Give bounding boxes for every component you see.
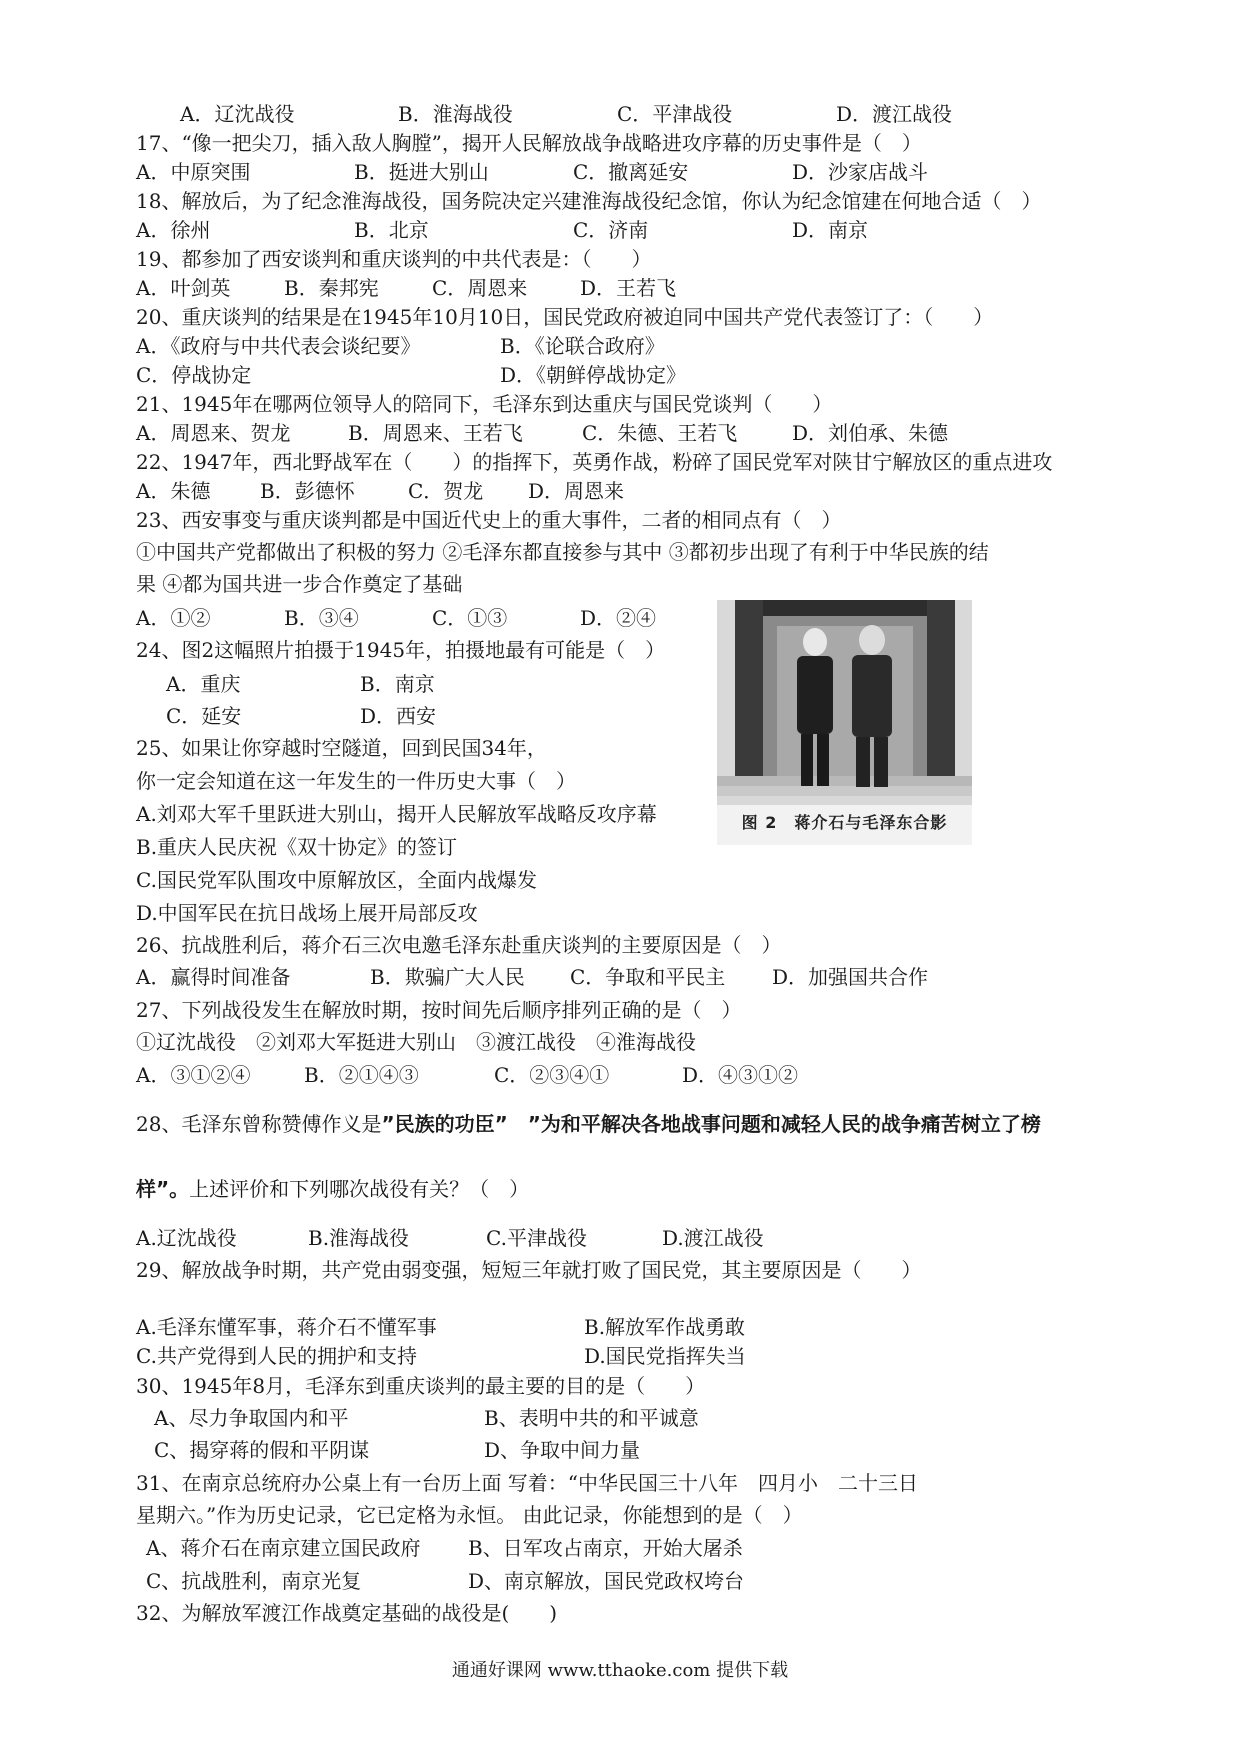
q19-option-d: D．王若飞	[580, 276, 677, 300]
photo-illustration	[717, 600, 972, 845]
q28-stem-quote: ”民族的功臣” ”为和平解决各地战事问题和减轻人民的战争痛苦树立了榜	[381, 1112, 1041, 1136]
q16-option-a: A．辽沈战役	[180, 102, 295, 126]
q28-option-c: C.平津战役	[486, 1226, 587, 1250]
figure-2-caption: 图 2 蒋介石与毛泽东合影	[741, 813, 948, 832]
q28-stem	[136, 1110, 1041, 1138]
q25-stem-cont: 你一定会知道在这一年发生的一件历史大事（ ）	[136, 769, 576, 793]
q31-option-b: B、日军攻占南京，开始大屠杀	[468, 1536, 743, 1560]
q23-option-d: D．②④	[580, 606, 657, 630]
q30-option-a: A、尽力争取国内和平	[154, 1406, 349, 1430]
q31-stem: 31、在南京总统府办公桌上有一台历上面 写着：“中华民国三十八年 四月小 二十三日	[136, 1471, 919, 1495]
q20-option-a: A．《政府与中共代表会谈纪要》	[136, 334, 421, 358]
q31-option-c: C、抗战胜利，南京光复	[146, 1569, 362, 1593]
q20-option-b: B．《论联合政府》	[500, 334, 665, 358]
q18-option-c: C．济南	[573, 218, 649, 242]
q23-option-b: B．③④	[284, 606, 359, 630]
q27-option-a: A．③①②④	[136, 1063, 251, 1087]
q17-stem: 17、“像一把尖刀，插入敌人胸膛”，揭开人民解放战争战略进攻序幕的历史事件是（ ）	[136, 131, 922, 155]
q23-option-a: A．①②	[136, 606, 211, 630]
q25-option-d: D.中国军民在抗日战场上展开局部反攻	[136, 901, 478, 925]
q20-option-d: D．《朝鲜停战协定》	[500, 363, 687, 387]
q30-stem: 30、1945年8月，毛泽东到重庆谈判的最主要的目的是（ ）	[136, 1374, 706, 1398]
q21-option-c: C．朱德、王若飞	[582, 421, 738, 445]
q28-stem-cont	[136, 1175, 529, 1203]
q31-stem-cont: 星期六。”作为历史记录，它已定格为永恒。 由此记录，你能想到的是（ ）	[136, 1503, 803, 1527]
q22-option-a: A．朱德	[136, 479, 211, 503]
q17-option-d: D．沙家店战斗	[792, 160, 929, 184]
q22-option-d: D．周恩来	[528, 479, 625, 503]
q26-option-d: D．加强国共合作	[772, 965, 929, 989]
q26-stem: 26、抗战胜利后，蒋介石三次电邀毛泽东赴重庆谈判的主要原因是（ ）	[136, 933, 782, 957]
q18-option-b: B．北京	[354, 218, 429, 242]
page-footer: 通通好课网 www.tthaoke.com 提供下载	[451, 1660, 789, 1681]
q18-stem: 18、解放后，为了纪念淮海战役，国务院决定兴建淮海战役纪念馆，你认为纪念馆建在何地合适（ ）	[136, 189, 1042, 213]
q16-option-c: C．平津战役	[617, 102, 733, 126]
q17-option-a: A．中原突围	[136, 160, 251, 184]
q28-stem-intro: 28、毛泽东曾称赞傅作义是	[136, 1112, 382, 1136]
q21-option-b: B．周恩来、王若飞	[348, 421, 523, 445]
q21-stem: 21、1945年在哪两位领导人的陪同下，毛泽东到达重庆与国民党谈判（ ）	[136, 392, 833, 416]
q16-option-b: B．淮海战役	[398, 102, 513, 126]
q23-option-c: C．①③	[432, 606, 508, 630]
q29-option-c: C.共产党得到人民的拥护和支持	[136, 1344, 417, 1368]
q25-option-b: B.重庆人民庆祝《双十协定》的签订	[136, 835, 458, 859]
q27-stem: 27、下列战役发生在解放时期，按时间先后顺序排列正确的是（ ）	[136, 998, 742, 1022]
q28-option-d: D.渡江战役	[662, 1226, 764, 1250]
q29-stem: 29、解放战争时期，共产党由弱变强，短短三年就打败了国民党，其主要原因是（ ）	[136, 1258, 922, 1282]
q24-stem: 24、图2这幅照片拍摄于1945年，拍摄地最有可能是（ ）	[136, 638, 666, 662]
q23-statements-cont: 果 ④都为国共进一步合作奠定了基础	[136, 572, 463, 596]
q17-option-b: B．挺进大别山	[354, 160, 489, 184]
q27-items: ①辽沈战役 ②刘邓大军挺进大别山 ③渡江战役 ④淮海战役	[136, 1030, 696, 1054]
q28-stem-question: 上述评价和下列哪次战役有关？（ ）	[189, 1177, 530, 1201]
q19-option-c: C．周恩来	[432, 276, 528, 300]
q24-option-c: C．延安	[166, 704, 242, 728]
q27-option-c: C．②③④①	[494, 1063, 610, 1087]
q32-stem: 32、为解放军渡江作战奠定基础的战役是( )	[136, 1601, 558, 1625]
q31-option-a: A、蒋介石在南京建立国民政府	[146, 1536, 421, 1560]
q20-stem: 20、重庆谈判的结果是在1945年10月10日，国民党政府被迫同中国共产党代表签订了：（ ）	[136, 305, 994, 329]
q18-option-d: D．南京	[792, 218, 869, 242]
q28-stem-quote-end: 样”。	[136, 1177, 190, 1201]
q18-option-a: A．徐州	[136, 218, 211, 242]
q31-option-d: D、南京解放，国民党政权垮台	[468, 1569, 745, 1593]
q21-option-d: D．刘伯承、朱德	[792, 421, 949, 445]
q26-option-b: B．欺骗广大人民	[370, 965, 525, 989]
figure-2-photo	[717, 600, 972, 845]
q29-option-a: A.毛泽东懂军事，蒋介石不懂军事	[136, 1315, 437, 1339]
q19-option-b: B．秦邦宪	[284, 276, 379, 300]
q22-stem: 22、1947年，西北野战军在（ ）的指挥下，英勇作战，粉碎了国民党军对陕甘宁解放区的重点进攻	[136, 450, 1053, 474]
q17-option-c: C．撤离延安	[573, 160, 689, 184]
q30-option-b: B、表明中共的和平诚意	[484, 1406, 699, 1430]
q29-option-b: B.解放军作战勇敢	[584, 1315, 746, 1339]
q22-option-c: C．贺龙	[408, 479, 484, 503]
q24-option-d: D．西安	[360, 704, 437, 728]
q25-stem: 25、如果让你穿越时空隧道，回到民国34年，	[136, 736, 547, 760]
q25-option-c: C.国民党军队围攻中原解放区，全面内战爆发	[136, 868, 537, 892]
q23-statements: ①中国共产党都做出了积极的努力 ②毛泽东都直接参与其中 ③都初步出现了有利于中华民族的结	[136, 540, 989, 564]
q24-option-b: B．南京	[360, 672, 435, 696]
q19-option-a: A．叶剑英	[136, 276, 231, 300]
q26-option-c: C．争取和平民主	[570, 965, 726, 989]
q21-option-a: A．周恩来、贺龙	[136, 421, 291, 445]
q28-option-a: A.辽沈战役	[136, 1226, 237, 1250]
q27-option-d: D．④③①②	[682, 1063, 799, 1087]
q19-stem: 19、都参加了西安谈判和重庆谈判的中共代表是：（ ）	[136, 247, 652, 271]
q30-option-c: C、揭穿蒋的假和平阴谋	[154, 1438, 370, 1462]
q26-option-a: A．赢得时间准备	[136, 965, 291, 989]
q30-option-d: D、争取中间力量	[484, 1438, 641, 1462]
q27-option-b: B．②①④③	[304, 1063, 419, 1087]
q22-option-b: B．彭德怀	[260, 479, 355, 503]
q25-option-a: A.刘邓大军千里跃进大别山，揭开人民解放军战略反攻序幕	[136, 802, 657, 826]
q28-option-b: B.淮海战役	[308, 1226, 410, 1250]
q24-option-a: A．重庆	[166, 672, 241, 696]
q23-stem: 23、西安事变与重庆谈判都是中国近代史上的重大事件，二者的相同点有（ ）	[136, 508, 842, 532]
q29-option-d: D.国民党指挥失当	[584, 1344, 746, 1368]
q20-option-c: C．停战协定	[136, 363, 252, 387]
q16-option-d: D．渡江战役	[836, 102, 953, 126]
